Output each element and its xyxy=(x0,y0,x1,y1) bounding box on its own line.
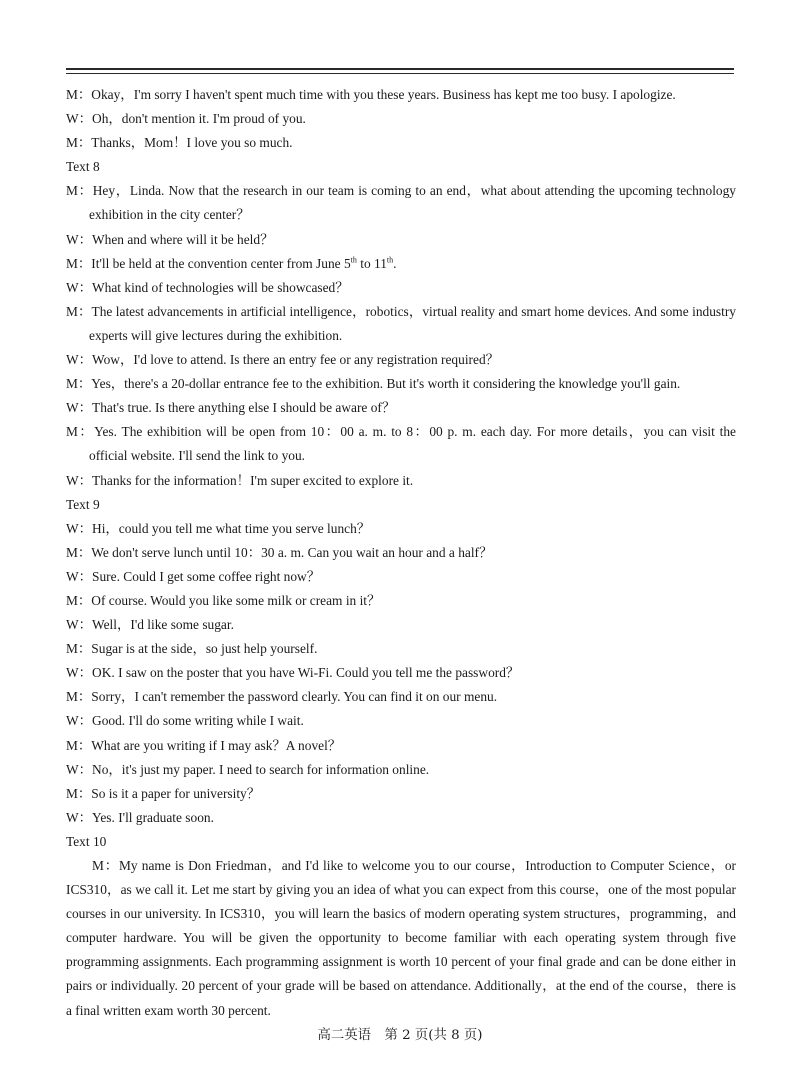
dialogue-line: M：Yes，there's a 20-dollar entrance fee to the exhibition. But it's worth it considering the knowledge you'll gain. xyxy=(66,376,681,392)
dialogue-line: W：When and where will it be held？ xyxy=(66,231,274,247)
dialogue-line: M：We don't serve lunch until 10：30 a. m. Can you wait an hour and a half？ xyxy=(66,544,493,560)
page-footer: 高二英语 第 2 页(共 8 页) xyxy=(317,1028,483,1043)
transcript-body xyxy=(66,83,736,1023)
header-rule xyxy=(66,68,734,70)
monologue-paragraph: M：My name is Don Friedman，and I'd like to welcome you to our course，Introduction to Computer Science，or ICS310，as we call it. Let me start by giving you an idea of what you can expect from this course，one of the most popular courses in our university. In ICS310，you will learn the basics of modern operating system structures，programming，and computer hardware. You will be given the opportunity to become familiar with each operating system through five programming assignments. Each programming assignment is worth 10 percent of your final grade and can be done either in pairs or individually. 20 percent of your grade will be based on attendance. Additionally，at the end of the course，there is a final written exam worth 30 percent. xyxy=(66,858,736,1018)
dialogue-line: W：That's true. Is there anything else I should be aware of？ xyxy=(66,400,396,416)
dialogue-block-b xyxy=(66,276,736,854)
section-heading: Text 10 xyxy=(66,833,107,849)
dialogue-line: M：What are you writing if I may ask？A novel？ xyxy=(66,737,342,753)
dialogue-line: W：Well，I'd like some sugar. xyxy=(66,617,234,633)
dialogue-line: W：Yes. I'll graduate soon. xyxy=(66,809,214,825)
dialogue-line: M：Sugar is at the side，so just help yourself. xyxy=(66,641,318,657)
dialogue-line: M：Of course. Would you like some milk or cream in it？ xyxy=(66,592,381,608)
dialogue-line: W：Hi，could you tell me what time you serve lunch？ xyxy=(66,520,371,536)
dialogue-line: W：No，it's just my paper. I need to search for information online. xyxy=(66,761,430,777)
dialogue-line: W：Good. I'll do some writing while I wait. xyxy=(66,713,304,729)
dialogue-line: W：Wow，I'd love to attend. Is there an entry fee or any registration required？ xyxy=(66,352,500,368)
dialogue-line: M：Thanks，Mom！I love you so much. xyxy=(66,135,293,151)
dialogue-block-a xyxy=(66,83,736,252)
header-rule-thin xyxy=(66,73,734,74)
dialogue-line: M：So is it a paper for university？ xyxy=(66,785,261,801)
dialogue-line: M：Yes. The exhibition will be open from 10：00 a. m. to 8：00 p. m. each day. For more details，you can visit the official website. I'll send the link to you. xyxy=(66,424,736,464)
dialogue-line: W：What kind of technologies will be showcased？ xyxy=(66,279,349,295)
dialogue-line: M：Sorry，I can't remember the password clearly. You can find it on our menu. xyxy=(66,689,498,705)
dialogue-line: M：Okay，I'm sorry I haven't spent much time with you these years. Business has kept me too busy. I apologize. xyxy=(66,87,676,102)
dialogue-line: W：Oh，don't mention it. I'm proud of you. xyxy=(66,111,306,127)
dialogue-line: W：OK. I saw on the poster that you have Wi-Fi. Could you tell me the password？ xyxy=(66,665,520,681)
section-heading: Text 9 xyxy=(66,496,100,512)
section-heading: Text 8 xyxy=(66,159,100,175)
dialogue-line: M：The latest advancements in artificial intelligence，robotics，virtual reality and smart home devices. And some industry experts will give lectures during the exhibition. xyxy=(66,303,736,343)
dialogue-line-date: M：It'll be held at the convention center from June 5th to 11th. xyxy=(66,255,397,271)
dialogue-line: M：Hey，Linda. Now that the research in our team is coming to an end，what about attending the upcoming technology exhibition in the city center？ xyxy=(66,183,736,223)
dialogue-line: W：Sure. Could I get some coffee right now？ xyxy=(66,568,321,584)
dialogue-line: W：Thanks for the information！I'm super excited to explore it. xyxy=(66,472,414,488)
